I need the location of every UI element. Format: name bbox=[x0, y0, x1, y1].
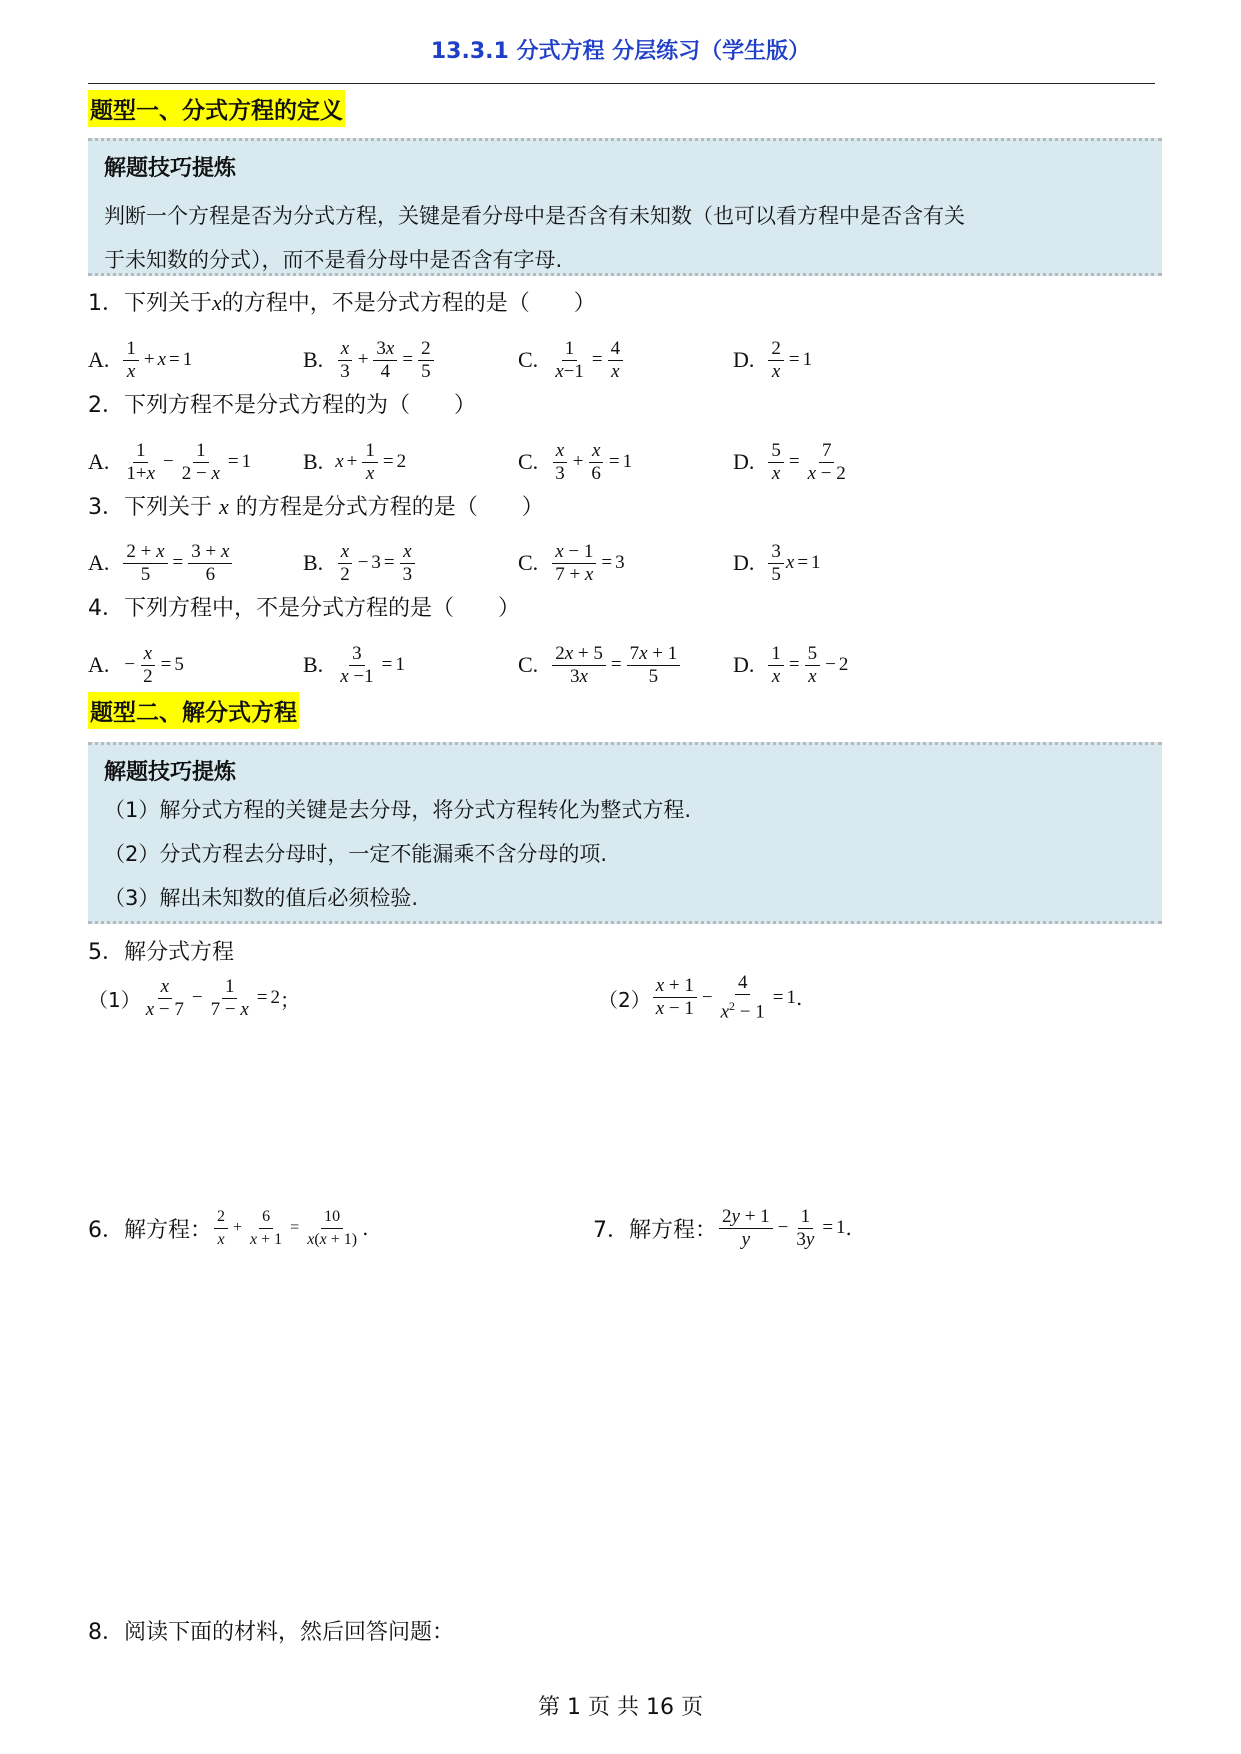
question-1 bbox=[88, 286, 596, 317]
option-c: C. $\frac{2x + 5}{3x}$ = $\frac{7x + 1}{5}$ bbox=[518, 635, 682, 695]
option-a: A. $\frac{1}{1+x}$ − $\frac{1}{2 - x}$ = 1 bbox=[88, 439, 252, 484]
question-3 bbox=[88, 490, 544, 521]
tip-line: （2）分式方程去分母时，一定不能漏乘不含分母的项. bbox=[104, 842, 608, 866]
option-d: D. $\frac{5}{x}$ = $\frac{7}{x - 2}$ bbox=[733, 439, 846, 484]
question-text: 的方程中，不是分式方程的是（ ） bbox=[221, 291, 596, 316]
question-4-options bbox=[88, 635, 1188, 695]
document-title: 13.3.1 分式方程 分层练习（学生版） bbox=[430, 39, 811, 64]
option-d: D. $\frac{3}{5}$ x = 1 bbox=[733, 540, 821, 585]
question-4: 4．下列方程中，不是分式方程的是（ ） bbox=[88, 596, 520, 621]
tip-title: 解题技巧提炼 bbox=[104, 760, 237, 785]
tip-line: （3）解出未知数的值后必须检验. bbox=[104, 886, 419, 910]
question-text: 3．下列关于 bbox=[88, 495, 219, 520]
question-1-options bbox=[88, 330, 1188, 390]
option-a: A. − $\frac{x}{2}$ = 5 bbox=[88, 642, 184, 687]
q5-part-2: （2） $\frac{x + 1}{x - 1}$ − $\frac{4}{x^2 - 1}$ = 1 . bbox=[598, 972, 803, 1023]
option-b: B. x + $\frac{1}{x}$ = 2 bbox=[303, 439, 407, 484]
tip-line: 判断一个方程是否为分式方程，关键是看分母中是否含有未知数（也可以看方程中是否含有关 bbox=[104, 204, 965, 228]
question-text: 1．下列关于 bbox=[88, 291, 212, 316]
section2-tip-box bbox=[88, 742, 1162, 924]
option-b: B. $\frac{x}{2}$ − 3 = $\frac{x}{3}$ bbox=[303, 533, 417, 593]
option-b: B. $\frac{3}{x -1}$ = 1 bbox=[303, 642, 405, 687]
variable: x bbox=[219, 494, 229, 519]
q5-part-1: （1） $\frac{x}{x - 7}$ − $\frac{1}{7 - x}$ = 2 ； bbox=[88, 975, 300, 1020]
question-3-options bbox=[88, 533, 1188, 593]
question-5: 5．解分式方程 bbox=[88, 940, 234, 965]
title-divider bbox=[88, 83, 1155, 84]
option-a: A. $\frac{2 + x}{5}$ = $\frac{3 + x}{6}$ bbox=[88, 533, 234, 593]
option-d: D. $\frac{2}{x}$ = 1 bbox=[733, 337, 813, 382]
question-2: 2．下列方程不是分式方程的为（ ） bbox=[88, 393, 476, 418]
question-5-parts bbox=[88, 968, 1188, 1028]
option-c: C. $\frac{1}{x-1}$ = $\frac{4}{x}$ bbox=[518, 330, 625, 390]
section1-heading: 题型一、分式方程的定义 bbox=[88, 90, 345, 127]
variable: x bbox=[212, 290, 222, 315]
question-text: 的方程是分式方程的是（ ） bbox=[228, 495, 544, 520]
question-8: 8．阅读下面的材料，然后回答问题： bbox=[88, 1620, 454, 1645]
question-2-options bbox=[88, 432, 1188, 492]
question-6: 6．解方程： $\frac{2}{x}$ + $\frac{6}{x + 1}$ = $\frac{10}{x(x + 1)}$ . bbox=[88, 1207, 369, 1248]
tip-line: （1）解分式方程的关键是去分母，将分式方程转化为整式方程. bbox=[104, 798, 692, 822]
option-b: B. $\frac{x}{3}$ + $\frac{3x}{4}$ = $\frac{2}{5}$ bbox=[303, 330, 436, 390]
questions-6-7 bbox=[88, 1198, 1188, 1258]
question-7: 7．解方程： $\frac{2y + 1}{y}$ − $\frac{1}{3y}$ = 1 . bbox=[593, 1205, 852, 1250]
tip-title: 解题技巧提炼 bbox=[104, 156, 237, 181]
option-d: D. $\frac{1}{x}$ = $\frac{5}{x}$ − 2 bbox=[733, 642, 849, 687]
section2-heading: 题型二、解分式方程 bbox=[88, 692, 299, 729]
page-footer: 第 1 页 共 16 页 bbox=[538, 1695, 703, 1720]
section1-tip-box bbox=[88, 138, 1162, 276]
option-c: C. $\frac{x - 1}{7 + x}$ = 3 bbox=[518, 540, 625, 585]
option-c: C. $\frac{x}{3}$ + $\frac{x}{6}$ = 1 bbox=[518, 439, 633, 484]
tip-line: 于未知数的分式），而不是看分母中是否含有字母. bbox=[104, 248, 563, 272]
option-a: A. $\frac{1}{x}$ + x = 1 bbox=[88, 337, 193, 382]
